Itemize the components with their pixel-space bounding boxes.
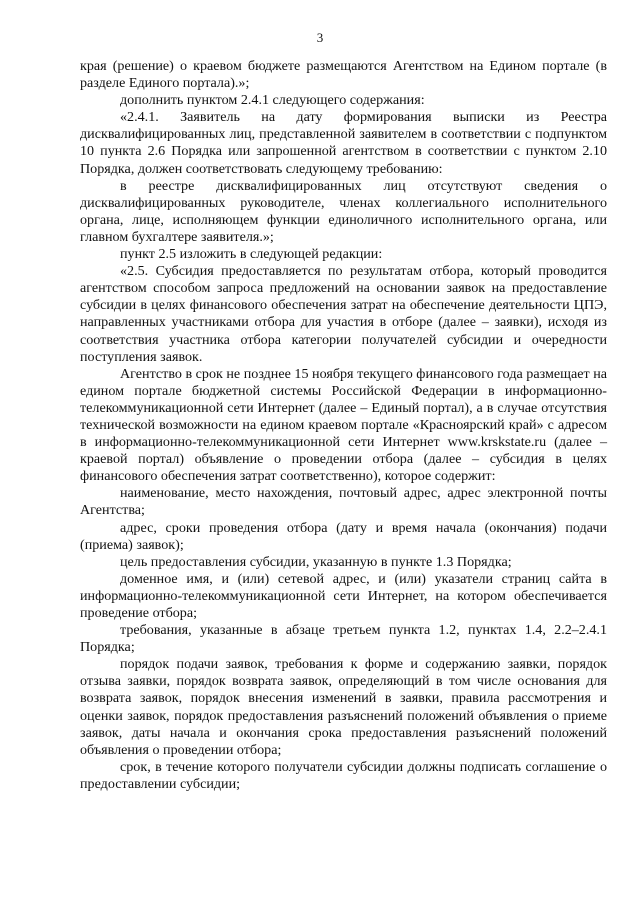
paragraph-13: порядок подачи заявок, требования к форме и содержанию заявки, порядок отзыва заявки, порядок возврата заявок, определяющий в том числе основания для возврата заявок, порядок внесения изменений в заявки, правила рассмотрения и оценки заявок, порядок предоставления разъяснений положений объявления о приеме заявок, даты начала и окончания срока предоставления разъяснений положений объявления о проведении отбора; [80, 656, 607, 758]
paragraph-4: в реестре дисквалифицированных лиц отсутствуют сведения о дисквалифицированных руководителе, членах коллегиального исполнительного органа, лице, исполняющем функции единоличного исполнительного органа, или главном бухгалтере заявителя.»; [80, 177, 607, 245]
document-body [80, 58, 607, 793]
paragraph-7: Агентство в срок не позднее 15 ноября текущего финансового года размещает на едином портале бюджетной системы Российской Федерации в информационно-телекоммуникационной сети Интернет (далее – Единый портал), а в случае отсутствия технической возможности на едином краевом портале «Красноярский край» с адресом в информационно-телекоммуникационной сети Интернет www.krskstate.ru (далее – краевой портал) объявление о проведении отбора (далее – субсидия в целях финансового обеспечения затрат соответственно), которое содержит: [80, 365, 607, 485]
paragraph-8: наименование, место нахождения, почтовый адрес, адрес электронной почты Агентства; [80, 485, 607, 519]
paragraph-6: «2.5. Субсидия предоставляется по результатам отбора, который проводится агентством способом запроса предложений на основании заявок на предоставление субсидии в целях финансового обеспечения затрат на обеспечение деятельности ЦПЭ, направленных участниками отбора для участия в отборе (далее – заявки), исходя из соответствия участника отбора категории получателей субсидии и очередности поступления заявок. [80, 263, 607, 365]
paragraph-12: требования, указанные в абзаце третьем пункта 1.2, пунктах 1.4, 2.2–2.4.1 Порядка; [80, 622, 607, 656]
paragraph-11: доменное имя, и (или) сетевой адрес, и (или) указатели страниц сайта в информационно-телекоммуникационной сети Интернет, на котором обеспечивается проведение отбора; [80, 570, 607, 621]
paragraph-2: дополнить пунктом 2.4.1 следующего содержания: [120, 92, 425, 109]
paragraph-5: пункт 2.5 изложить в следующей редакции: [120, 246, 383, 263]
paragraph-10: цель предоставления субсидии, указанную в пункте 1.3 Порядка; [120, 553, 512, 570]
paragraph-9: адрес, сроки проведения отбора (дату и время начала (окончания) подачи (приема) заявок); [80, 519, 607, 553]
paragraph-3: «2.4.1. Заявитель на дату формирования выписки из Реестра дисквалифицированных лиц, представленной заявителем в соответствии с подпунктом 10 пункта 2.6 Порядка или запрошенной агентством в соответствии с пунктом 2.10 Порядка, должен соответствовать следующему требованию: [80, 109, 607, 177]
page-number: 3 [316, 30, 324, 45]
paragraph-1: края (решение) о краевом бюджете размещаются Агентством на Едином портале (в разделе Единого портала).»; [80, 58, 607, 92]
paragraph-14: срок, в течение которого получатели субсидии должны подписать соглашение о предоставлении субсидии; [80, 758, 607, 792]
